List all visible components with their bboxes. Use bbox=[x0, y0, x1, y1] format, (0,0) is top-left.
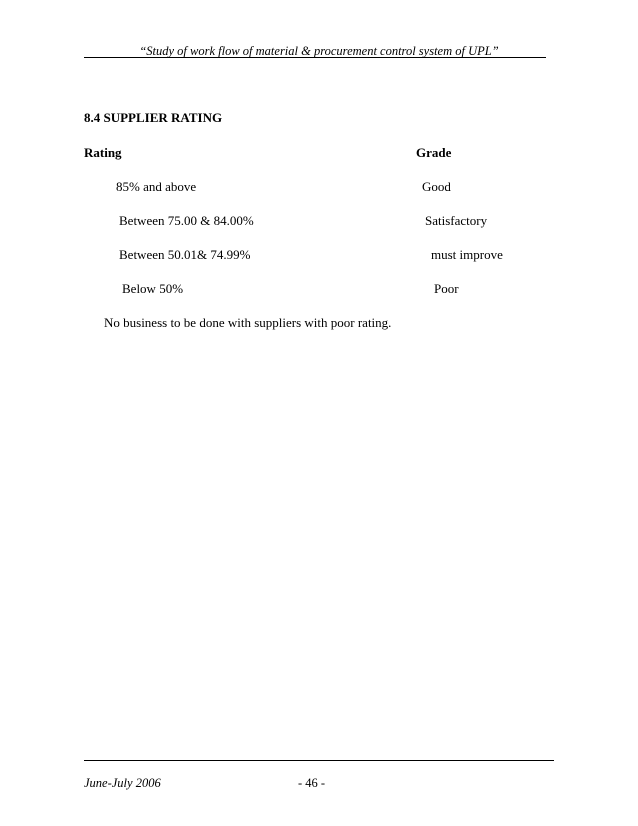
section-title: 8.4 SUPPLIER RATING bbox=[84, 110, 223, 125]
header-rule bbox=[84, 57, 546, 58]
column-header-grade: Grade bbox=[416, 145, 452, 160]
grade-cell: Poor bbox=[434, 281, 459, 296]
rating-cell: Between 50.01& 74.99% bbox=[119, 247, 251, 262]
rating-note: No business to be done with suppliers with poor rating. bbox=[104, 315, 392, 330]
rating-cell: 85% and above bbox=[116, 179, 197, 194]
footer-rule bbox=[84, 760, 554, 761]
grade-cell: Satisfactory bbox=[425, 213, 488, 228]
grade-cell: Good bbox=[422, 179, 451, 194]
column-header-rating: Rating bbox=[84, 145, 122, 160]
grade-cell: must improve bbox=[431, 247, 503, 262]
rating-cell: Below 50% bbox=[122, 281, 184, 296]
footer-date: June-July 2006 bbox=[84, 776, 161, 790]
rating-cell: Between 75.00 & 84.00% bbox=[119, 213, 254, 228]
page-number: - 46 - bbox=[298, 776, 326, 790]
page-header-title: “Study of work flow of material & procurement control system of UPL” bbox=[139, 44, 499, 58]
